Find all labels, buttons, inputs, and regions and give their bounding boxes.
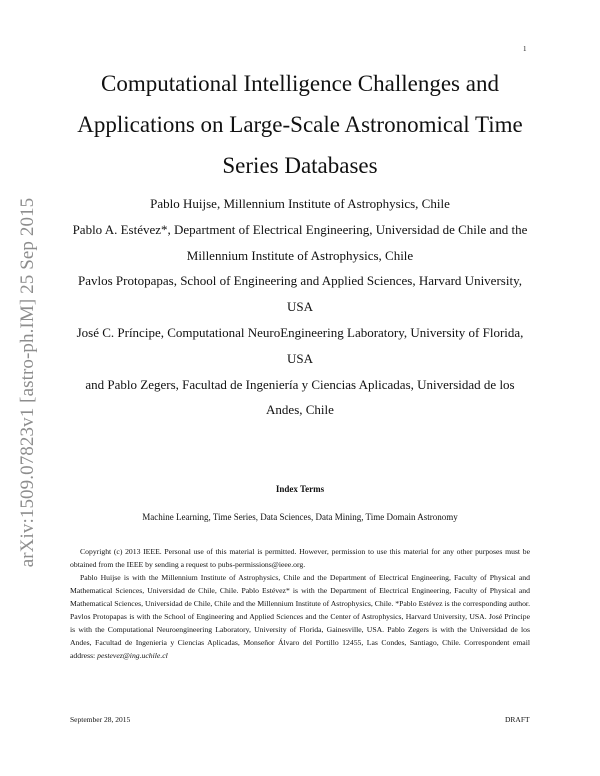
footer-date: September 28, 2015 (70, 715, 131, 724)
author-list (70, 191, 530, 423)
arxiv-stamp (10, 187, 45, 578)
paper-title: Computational Intelligence Challenges and Applications on Large-Scale Astronomical Time Series Databases (77, 71, 523, 178)
footnotes (70, 545, 530, 662)
author-principe: José C. Príncipe, Computational NeuroEngineering Laboratory, University of Florida, USA (76, 324, 524, 366)
affiliations-text: Pablo Huijse is with the Millennium Institute of Astrophysics, Chile and the Department of Electrical Engineering, Faculty of Physical and Mathematical Sciences, Universidad de Chile, Chile. Pablo Estévez* is with the Department of Electrical Engineering, Faculty of Physical and Mathematical Sciences, Universidad de Chile, Chile and the Millennium Institute of Astrophysics, Chile. *Pablo Estévez is the corresponding author. Pavlos Protopapas is with the School of Engineering and Applied Sciences and the Center of Astrophysics, Harvard University, USA. José Príncipe is with the Computational Neuroengineering Laboratory, University of Florida, Gainesville, USA. Pablo Zegers is with the Universidad de los Andes, Facultad de Ingenieria y Ciencias Aplicadas, Monseñor Álvaro del Portillo 12455, Las Condes, Santiago, Chile. Correspondent email address: (70, 573, 530, 660)
author-huijse: Pablo Huijse, Millennium Institute of Astrophysics, Chile (150, 196, 450, 211)
page-number: 1 (523, 45, 527, 53)
author-protopapas: Pavlos Protopapas, School of Engineering and Applied Sciences, Harvard University, USA (78, 273, 522, 315)
affiliations-note (70, 571, 530, 662)
index-terms-heading: Index Terms (275, 484, 325, 494)
email-link[interactable]: pestevez@ing.uchile.cl (97, 651, 168, 660)
author-estevez: Pablo A. Estévez*, Department of Electrical Engineering, Universidad de Chile and the Millennium Institute of Astrophysics, Chile (72, 221, 528, 263)
footer-draft-label: DRAFT (505, 715, 530, 724)
author-zegers: and Pablo Zegers, Facultad de Ingeniería y Ciencias Aplicadas, Universidad de los Andes, Chile (85, 376, 515, 418)
copyright-notice: Copyright (c) 2013 IEEE. Personal use of this material is permitted. However, permission to use this material for any other purposes must be obtained from the IEEE by sending a request to pubs-permissions@ieee.org. (70, 547, 530, 569)
index-terms-text: Machine Learning, Time Series, Data Sciences, Data Mining, Time Domain Astronomy (142, 512, 458, 522)
arxiv-stamp-text: arXiv:1509.07823v1 [astro-ph.IM] 25 Sep 2015 (17, 197, 38, 568)
